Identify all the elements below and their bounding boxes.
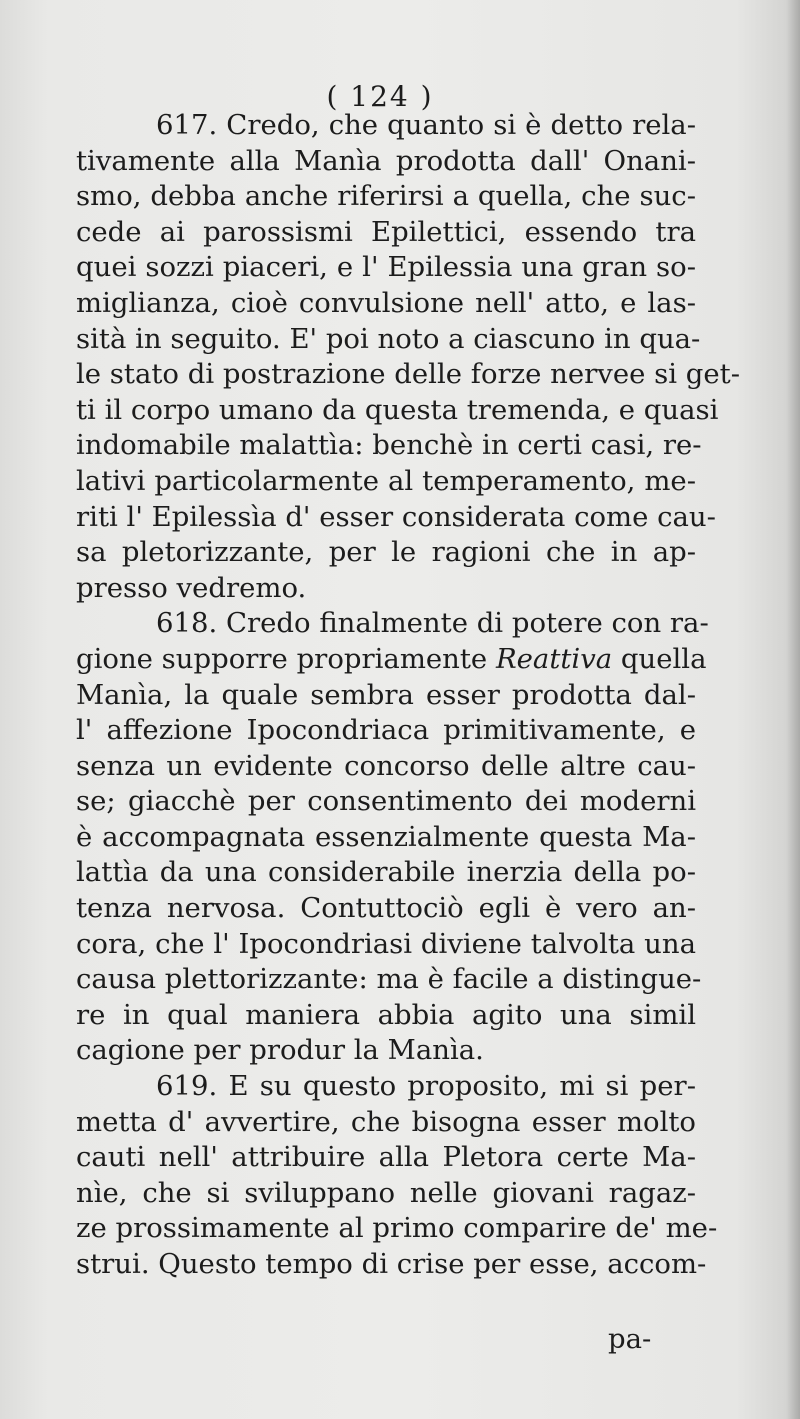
text-line: ti il corpo umano da questa tremenda, e quasi: [76, 393, 719, 426]
text-line: presso vedremo.: [76, 571, 307, 604]
text-line: l' affezione Ipocondriaca primitivamente, e: [76, 714, 696, 747]
text-line: 619. E su questo proposito, mi si per-: [156, 1070, 696, 1103]
text-line: miglianza, cioè convulsione nell' atto, e las-: [76, 286, 696, 319]
catchword: pa-: [608, 1323, 652, 1355]
text-line: cagione per produr la Manìa.: [76, 1034, 484, 1067]
body-text: [76, 108, 740, 1283]
text-line: cauti nell' attribuire alla Pletora certe Ma-: [76, 1141, 696, 1174]
text-line: lattìa da una considerabile inerzia della po-: [76, 856, 696, 889]
text-line: tivamente alla Manìa prodotta dall' Onani-: [76, 144, 696, 177]
text-line: le stato di postrazione delle forze nervee si get-: [76, 358, 740, 391]
text-line: senza un evidente concorso delle altre cau-: [76, 749, 696, 782]
text-line: Manìa, la quale sembra esser prodotta dal-: [76, 678, 696, 711]
text-line: 617. Credo, che quanto si è detto rela-: [156, 109, 696, 141]
text-line: riti l' Epilessìa d' esser considerata come cau-: [76, 500, 716, 533]
text-line-part: quella: [612, 642, 707, 675]
text-line: 618. Credo finalmente di potere con ra-: [156, 607, 709, 640]
text-line: re in qual maniera abbia agito una simil: [76, 998, 696, 1031]
text-line: cede ai parossismi Epilettici, essendo tra: [76, 215, 696, 248]
text-line: indomabile malattìa: benchè in certi casi, re-: [76, 429, 702, 462]
text-line: ze prossimamente al primo comparire de' me-: [76, 1212, 718, 1245]
text-line: smo, debba anche riferirsi a quella, che suc-: [76, 180, 696, 213]
text-line: sa pletorizzante, per le ragioni che in ap-: [76, 536, 696, 569]
text-line: tenza nervosa. Contuttociò egli è vero an-: [76, 892, 696, 925]
text-line: [76, 642, 707, 678]
text-line: lativi particolarmente al temperamento, me-: [76, 464, 696, 497]
page-edge-shadow: [786, 0, 800, 1419]
text-line: se; giacchè per consentimento dei moderni: [76, 785, 696, 818]
text-line: causa plettorizzante: ma è facile a distingue-: [76, 963, 702, 996]
italic-term: Reattiva: [495, 642, 613, 675]
page-number: ( 124 ): [326, 80, 434, 113]
text-line: cora, che l' Ipocondriasi diviene talvolta una: [76, 927, 696, 960]
text-line: sità in seguito. E' poi noto a ciascuno in qua-: [76, 322, 701, 355]
text-line: strui. Questo tempo di crise per esse, accom-: [76, 1248, 707, 1280]
text-line: metta d' avvertire, che bisogna esser molto: [76, 1105, 696, 1138]
text-line: quei sozzi piaceri, e l' Epilessia una gran so-: [76, 251, 696, 284]
text-line-part: gione supporre propriamente: [76, 642, 496, 675]
text-line: nìe, che si sviluppano nelle giovani ragaz-: [76, 1176, 696, 1209]
text-line: è accompagnata essenzialmente questa Ma-: [76, 820, 696, 853]
